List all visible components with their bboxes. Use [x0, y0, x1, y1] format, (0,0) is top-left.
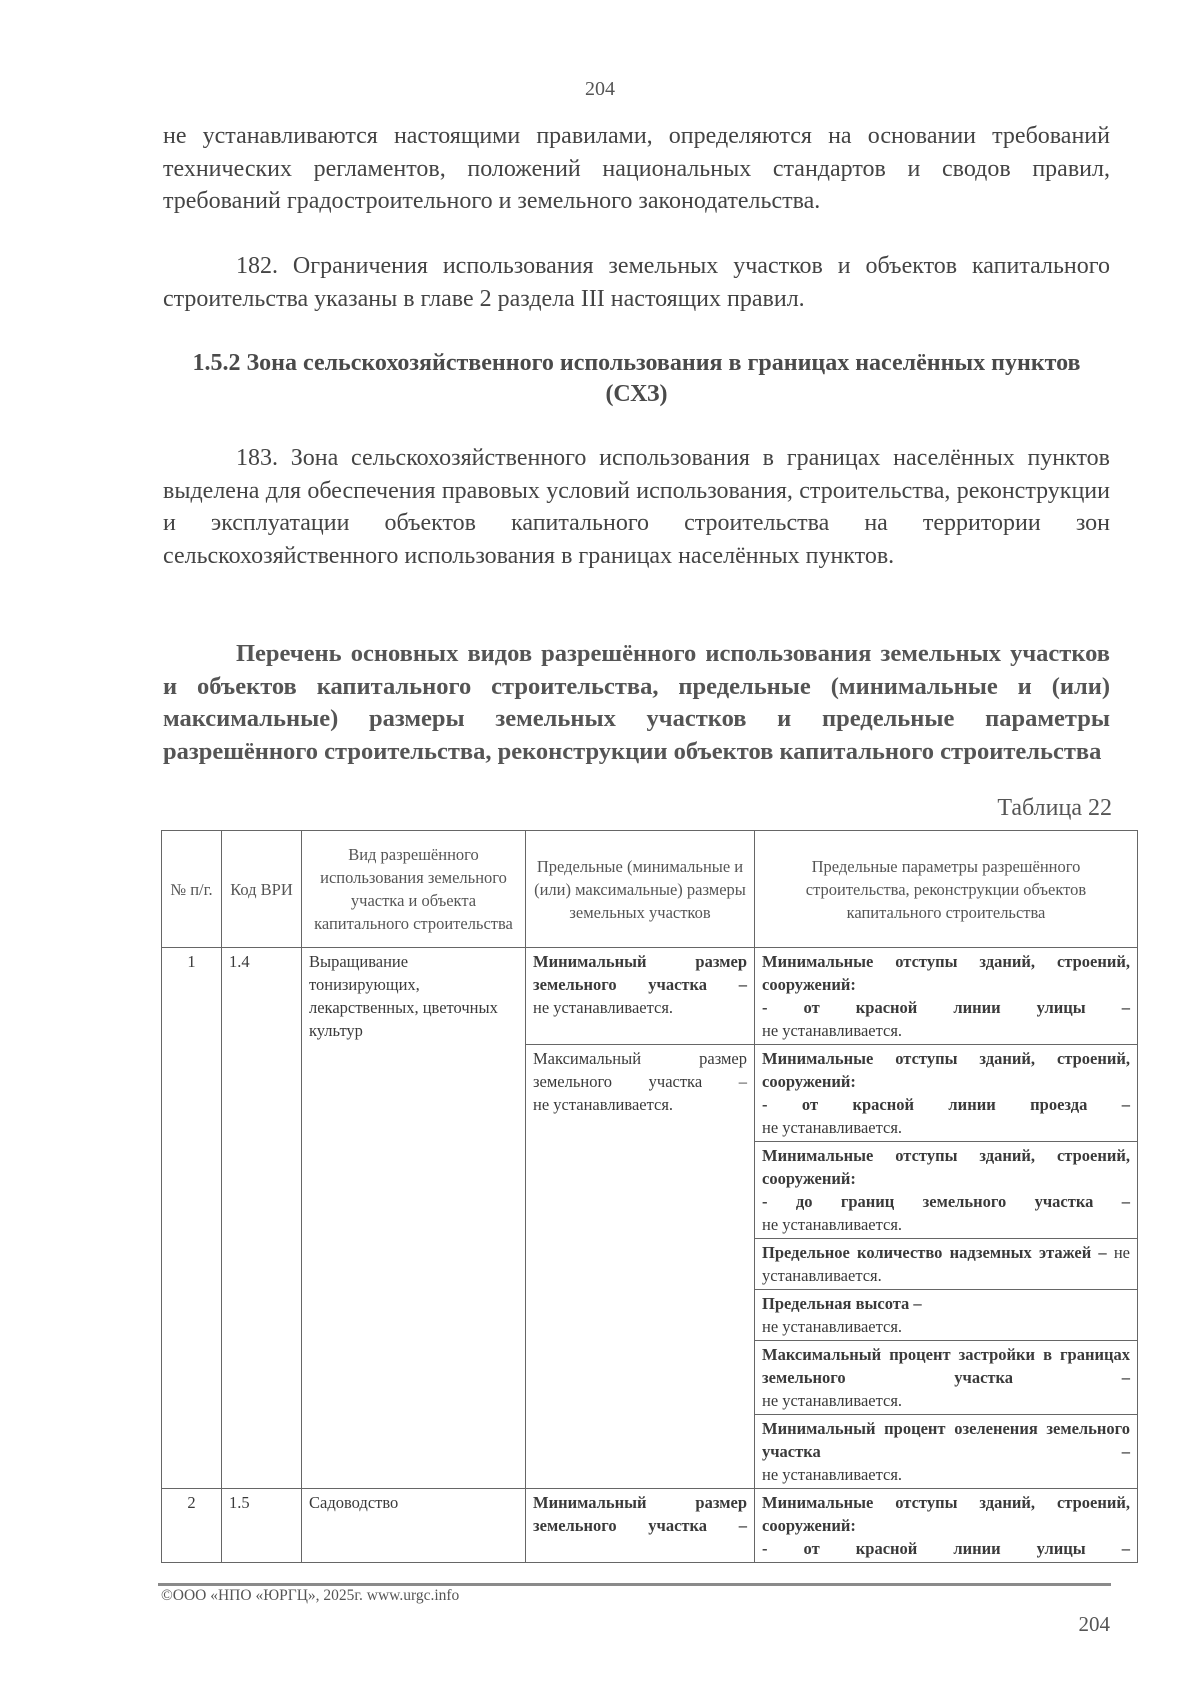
- row1-use: Выращивание тонизирующих, лекарственных, цветочных культур: [302, 948, 526, 1489]
- row1-param5-value: не устанавливается.: [762, 1317, 903, 1336]
- row1-param2-title: Минимальные отступы зданий, строений, сооружений:: [762, 1049, 1130, 1091]
- page-number-top: 204: [585, 78, 615, 100]
- row1-max-size-cell: [526, 1045, 755, 1489]
- row1-param3-item: - до границ земельного участка –: [762, 1192, 1130, 1211]
- row1-param7-title: Минимальный процент озеленения земельного участка –: [762, 1419, 1130, 1461]
- row2-param1-cell: [755, 1489, 1138, 1563]
- row1-param4-title: Предельное количество надземных этажей –: [762, 1243, 1107, 1262]
- header-code: Код ВРИ: [222, 831, 302, 948]
- table-row: [162, 948, 1138, 1045]
- row1-code: 1.4: [222, 948, 302, 1489]
- row2-param1-item: - от красной линии улицы –: [762, 1539, 1130, 1558]
- table-row: [162, 1489, 1138, 1563]
- row2-param1-title: Минимальные отступы зданий, строений, сооружений:: [762, 1493, 1130, 1535]
- footer-divider: [158, 1583, 1111, 1586]
- row1-num: 1: [162, 948, 222, 1489]
- row1-param4-value: не устанавливается.: [762, 1243, 1130, 1285]
- paragraph-182: 182. Ограничения использования земельных участков и объектов капитального строительства указаны в главе 2 раздела III настоящих правил.: [163, 253, 1110, 312]
- row1-param3-title: Минимальные отступы зданий, строений, сооружений:: [762, 1146, 1130, 1188]
- table-header-row: [162, 831, 1138, 948]
- row1-param4-text: [762, 1241, 1130, 1287]
- row1-param7-cell: [755, 1415, 1138, 1489]
- paragraph-183: 183. Зона сельскохозяйственного использования в границах населённых пунктов выделена для обеспечения правовых условий использования, строительства, реконструкции и эксплуатации объектов капитального строительства на территории зон сельскохозяйственного использования в границах населённых пунктов.: [163, 445, 1110, 569]
- row1-param5-cell: [755, 1290, 1138, 1341]
- table-title: Перечень основных видов разрешённого использования земельных участков и объектов капитального строительства, предельные (минимальные и (или) максимальные) размеры земельных участков и предельные параметры разрешённого строительства, реконструкции объектов капитального строительства: [163, 640, 1110, 765]
- header-use-type: Вид разрешённого использования земельного участка и объекта капитального строительства: [302, 831, 526, 948]
- header-parameters: Предельные параметры разрешённого строительства, реконструкции объектов капитального строительства: [755, 831, 1138, 948]
- row1-max-size-value: не устанавливается.: [533, 1095, 674, 1114]
- footer-copyright: ©ООО «НПО «ЮРГЦ», 2025г. www.urgc.info: [161, 1587, 460, 1604]
- row1-min-size-value: не устанавливается.: [533, 998, 674, 1017]
- row1-param6-cell: [755, 1341, 1138, 1415]
- row1-param6-value: не устанавливается.: [762, 1391, 903, 1410]
- row1-param1-value: не устанавливается.: [762, 1021, 903, 1040]
- row1-param5-title: Предельная высота –: [762, 1294, 922, 1313]
- row2-min-size-cell: [526, 1489, 755, 1563]
- row2-use: Садоводство: [302, 1489, 526, 1563]
- row1-param2-cell: [755, 1045, 1138, 1142]
- row1-param6-title: Максимальный процент застройки в границах земельного участка –: [762, 1345, 1130, 1387]
- row1-max-size-title: Максимальный размер земельного участка –: [533, 1049, 747, 1091]
- section-heading: 1.5.2 Зона сельскохозяйственного использования в границах населённых пунктов (СХЗ): [192, 350, 1081, 407]
- row2-code: 1.5: [222, 1489, 302, 1563]
- page-number-bottom: 204: [1078, 1612, 1110, 1636]
- row1-param1-item: - от красной линии улицы –: [762, 998, 1130, 1017]
- table-label: Таблица 22: [997, 795, 1112, 821]
- row1-min-size-title: Минимальный размер земельного участка –: [533, 952, 747, 994]
- header-plot-size: Предельные (минимальные и (или) максимальные) размеры земельных участков: [526, 831, 755, 948]
- row1-param3-value: не устанавливается.: [762, 1215, 903, 1234]
- row2-min-size-title: Минимальный размер земельного участка –: [533, 1493, 747, 1535]
- row1-param1-cell: [755, 948, 1138, 1045]
- row1-param7-value: не устанавливается.: [762, 1465, 903, 1484]
- row1-param2-item: - от красной линии проезда –: [762, 1095, 1130, 1114]
- zoning-table: [161, 830, 1138, 1563]
- row1-param2-value: не устанавливается.: [762, 1118, 903, 1137]
- row2-num: 2: [162, 1489, 222, 1563]
- paragraph-continuation: не устанавливаются настоящими правилами, определяются на основании требований технических регламентов, положений национальных стандартов и сводов правил, требований градостроительного и земельного законодательства.: [163, 123, 1110, 214]
- row1-param4-cell: [755, 1239, 1138, 1290]
- row1-param3-cell: [755, 1142, 1138, 1239]
- row1-min-size-cell: [526, 948, 755, 1045]
- header-num: № п/г.: [162, 831, 222, 948]
- row1-param1-title: Минимальные отступы зданий, строений, сооружений:: [762, 952, 1130, 994]
